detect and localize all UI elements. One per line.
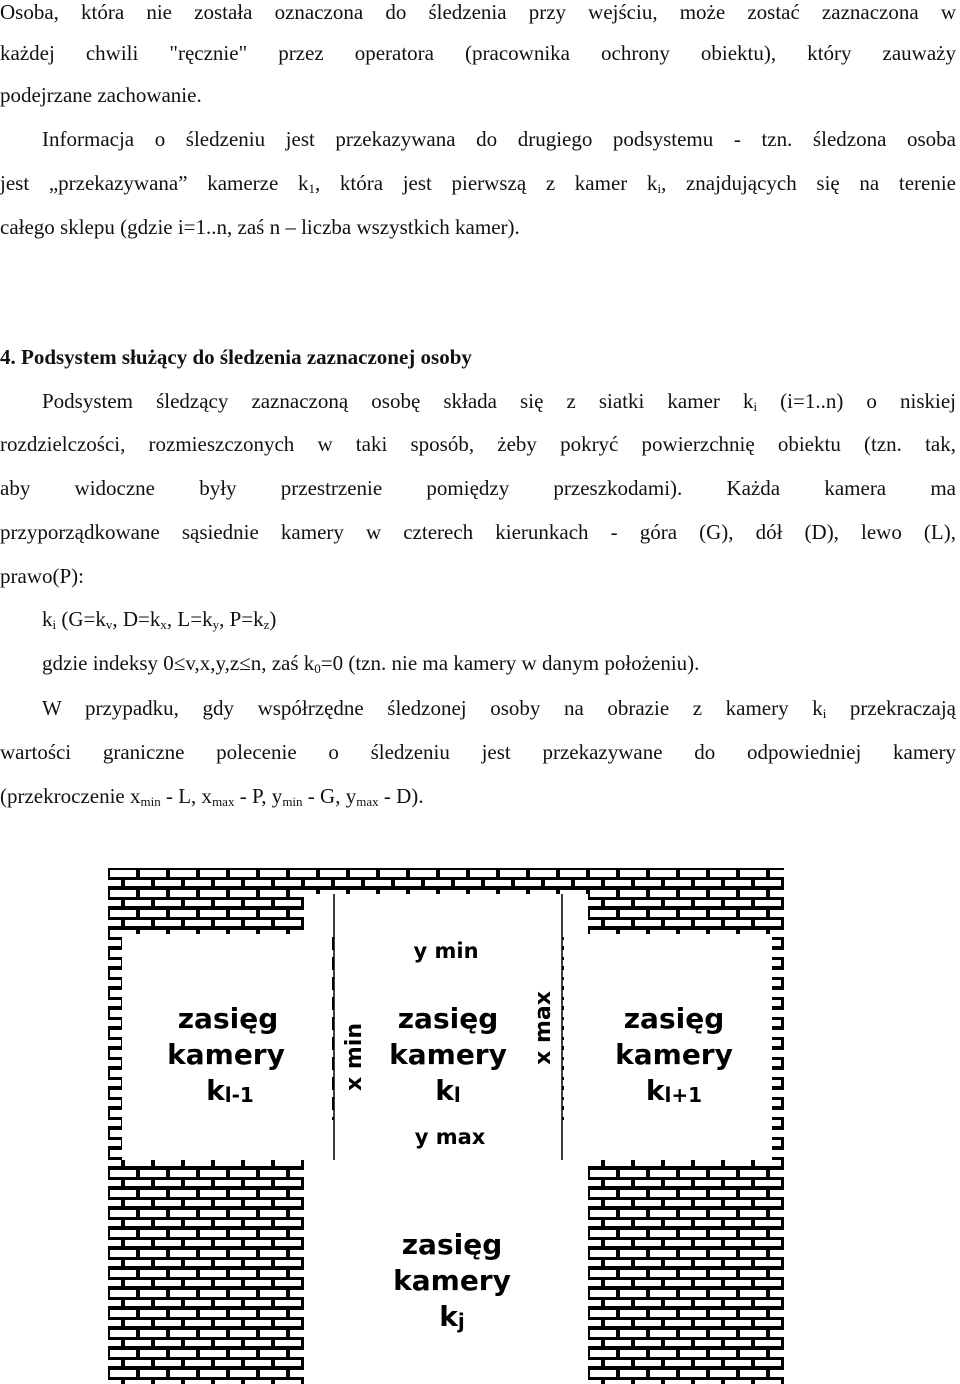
paragraph1-line1: Osoba, która nie została oznaczona do śledzenia przy wejściu, może zostać zaznaczona w [0, 0, 956, 24]
section-heading: 4. Podsystem służący do śledzenia zaznaczonej osoby [0, 345, 472, 369]
svg-text:kl+1: kl+1 [645, 1074, 703, 1107]
section4-p2-line3: (przekroczenie $x_{min}$ - L, $x_{max}$ - P, $y_{min}$ - G, $y_{max} - D$). [0, 784, 424, 809]
paragraph1-line2: każdej chwili "ręcznie" przez operatora (pracownika ochrony obiektu), który zauważy [0, 41, 956, 65]
paragraph2-line1: Informacja o śledzeniu jest przekazywana do drugiego podsystemu - tzn. śledzona osoba [42, 127, 956, 151]
svg-text:kl: kl [435, 1074, 461, 1107]
y-min-label: y min [413, 939, 479, 963]
svg-text:zasięg: zasięg [623, 1002, 725, 1035]
svg-text:zasięg: zasięg [177, 1002, 279, 1035]
neighbor-formula: $k_i$ ($G=k_v$, $D=k_x$, $L=k_y$, $P=k_z$) [42, 607, 277, 632]
paragraph2-line2: jest „przekazywana” kamerze $k_1$, która jest pierwszą z kamer $k_i$, znajdujących się na terenie [0, 171, 957, 196]
svg-text:kamery: kamery [393, 1264, 511, 1297]
y-max-label: y max [414, 1125, 486, 1149]
svg-text:kl-1: kl-1 [206, 1074, 254, 1107]
section4-p1-line5: prawo(P): [0, 564, 84, 588]
section4-p1-line1: Podsystem śledzący zaznaczoną osobę składa się z siatki kamer $k_i$ (i=1..n) o niskiej [42, 389, 956, 414]
section4-p1-line3: aby widoczne były przestrzenie pomiędzy przeszkodami). Każda kamera ma [0, 476, 956, 500]
svg-text:kamery: kamery [167, 1038, 285, 1071]
svg-text:kj: kj [439, 1300, 465, 1333]
camera-coverage-diagram [108, 868, 784, 1384]
indices-note: gdzie indeksy 0≤v,x,y,z≤n, zaś $k_0=0$ (tzn. nie ma kamery w danym położeniu). [42, 651, 700, 676]
section4-p1-line4: przyporządkowane sąsiednie kamery w czterech kierunkach - góra (G), dół (D), lewo (L), [0, 520, 956, 544]
x-min-label: x min [342, 1023, 367, 1091]
svg-text:zasięg: zasięg [397, 1002, 499, 1035]
x-max-label: x max [531, 991, 556, 1065]
section4-p2-line1: W przypadku, gdy współrzędne śledzonej osoby na obrazie z kamery $k_i$ przekraczają [42, 696, 956, 721]
section4-p2-line2: wartości graniczne polecenie o śledzeniu jest przekazywane do odpowiedniej kamery [0, 740, 956, 764]
svg-text:kamery: kamery [389, 1038, 507, 1071]
svg-text:kamery: kamery [615, 1038, 733, 1071]
svg-text:zasięg: zasięg [401, 1228, 503, 1261]
section4-p1-line2: rozdzielczości, rozmieszczonych w taki sposób, żeby pokryć powierzchnię obiektu (tzn. tak, [0, 432, 956, 456]
y-min-band [304, 894, 588, 936]
paragraph2-line3: całego sklepu (gdzie i=1..n, zaś n – liczba wszystkich kamer). [0, 215, 520, 239]
paragraph1-line3: podejrzane zachowanie. [0, 83, 202, 107]
